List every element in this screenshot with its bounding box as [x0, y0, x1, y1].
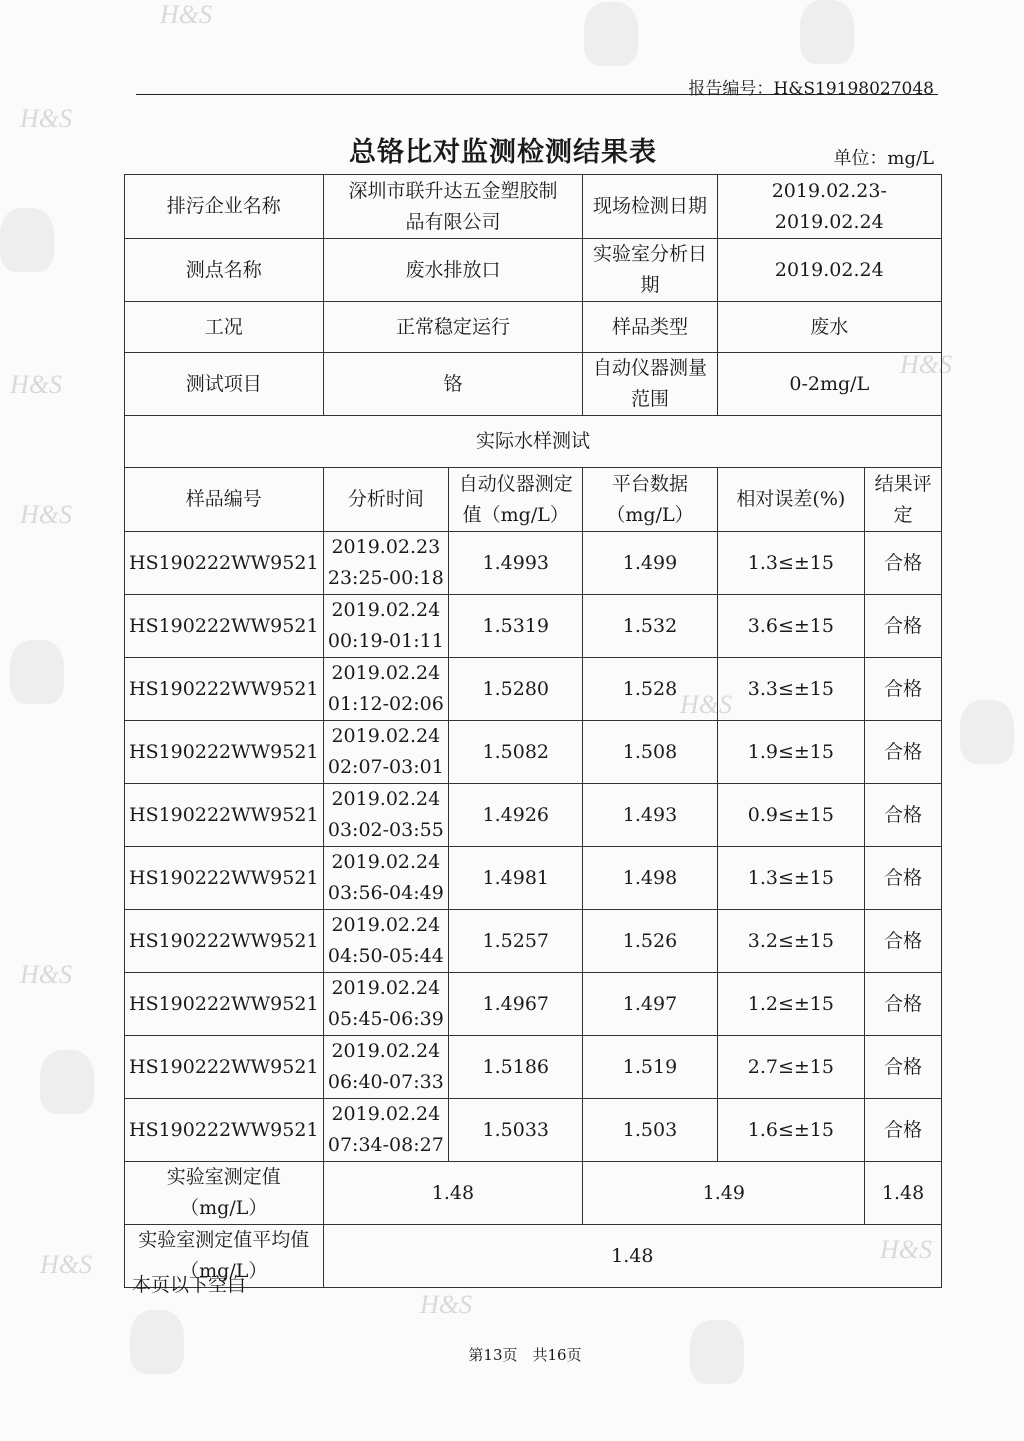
analysis-time — [323, 1036, 449, 1099]
platform-value: 1.526 — [583, 910, 717, 973]
company-label: 排污企业名称 — [125, 175, 324, 239]
column-header: 结果评定 — [865, 468, 942, 532]
seal-mark — [800, 0, 854, 64]
sample-type-label: 样品类型 — [583, 302, 717, 353]
relative-error: 1.3≤±15 — [717, 532, 865, 595]
result: 合格 — [865, 532, 942, 595]
lab-date-value: 2019.02.24 — [717, 239, 941, 302]
section-title: 实际水样测试 — [125, 416, 942, 468]
analysis-time-range: 03:56-04:49 — [327, 882, 444, 904]
lab-avg-value: 1.48 — [323, 1225, 941, 1288]
column-header: 自动仪器测定值（mg/L） — [449, 468, 583, 532]
analysis-time — [323, 910, 449, 973]
unit-label: 单位：mg/L — [833, 148, 934, 169]
watermark-logo: H&S — [160, 0, 212, 29]
analysis-time-range: 03:02-03:55 — [327, 819, 444, 841]
lab-value: 1.49 — [702, 1181, 745, 1204]
watermark-logo: H&S — [680, 690, 732, 719]
analysis-date: 2019.02.23 — [331, 536, 441, 558]
platform-value: 1.493 — [583, 784, 717, 847]
watermark-logo: H&S — [900, 350, 952, 379]
table-row — [125, 910, 942, 973]
relative-error: 0.9≤±15 — [717, 784, 865, 847]
auto-value: 1.5082 — [449, 721, 583, 784]
platform-value: 1.498 — [583, 847, 717, 910]
platform-value: 1.499 — [583, 532, 717, 595]
watermark-logo: H&S — [20, 104, 72, 133]
data-rows — [125, 532, 942, 1162]
column-header: 平台数据（mg/L） — [583, 468, 717, 532]
lab-value-label: 实验室测定值（mg/L） — [125, 1162, 324, 1225]
lab-value-cell — [323, 1162, 583, 1225]
sample-id: HS190222WW9521 — [125, 658, 324, 721]
header-divider — [136, 94, 938, 95]
field-date-value: 2019.02.23-2019.02.24 — [717, 175, 941, 239]
watermark-logo: H&S — [20, 500, 72, 529]
analysis-date: 2019.02.24 — [331, 851, 441, 873]
table-row — [125, 1036, 942, 1099]
analysis-time — [323, 721, 449, 784]
sample-id: HS190222WW9521 — [125, 784, 324, 847]
table-row — [125, 721, 942, 784]
auto-value: 1.5257 — [449, 910, 583, 973]
platform-value: 1.497 — [583, 973, 717, 1036]
analysis-time — [323, 847, 449, 910]
lab-value-cell — [583, 1162, 865, 1225]
seal-mark — [960, 700, 1014, 764]
lab-avg-label: 实验室测定值平均值（mg/L） — [125, 1225, 324, 1288]
table-row — [125, 1099, 942, 1162]
platform-value: 1.503 — [583, 1099, 717, 1162]
analysis-time-range: 07:34-08:27 — [327, 1134, 444, 1156]
platform-value: 1.519 — [583, 1036, 717, 1099]
lab-value-cell — [865, 1162, 942, 1225]
result: 合格 — [865, 1099, 942, 1162]
column-header: 样品编号 — [125, 468, 324, 532]
sample-id: HS190222WW9521 — [125, 532, 324, 595]
watermark-logo: H&S — [10, 370, 62, 399]
page-title: 总铬比对监测检测结果表 — [349, 137, 657, 168]
analysis-time — [323, 1099, 449, 1162]
analysis-date: 2019.02.24 — [331, 977, 441, 999]
analysis-date: 2019.02.24 — [331, 599, 441, 621]
relative-error: 1.2≤±15 — [717, 973, 865, 1036]
watermark-logo: H&S — [880, 1235, 932, 1264]
platform-value: 1.508 — [583, 721, 717, 784]
seal-mark — [40, 1050, 94, 1114]
sample-id: HS190222WW9521 — [125, 847, 324, 910]
watermark-logo: H&S — [40, 1250, 92, 1279]
relative-error: 1.9≤±15 — [717, 721, 865, 784]
seal-mark — [0, 208, 54, 272]
sample-id: HS190222WW9521 — [125, 910, 324, 973]
watermark-logo: H&S — [20, 960, 72, 989]
analysis-time — [323, 532, 449, 595]
table-row — [125, 595, 942, 658]
result: 合格 — [865, 721, 942, 784]
sample-id: HS190222WW9521 — [125, 595, 324, 658]
test-item-value: 铬 — [323, 353, 583, 416]
platform-value: 1.532 — [583, 595, 717, 658]
result: 合格 — [865, 910, 942, 973]
result: 合格 — [865, 658, 942, 721]
platform-value: 1.528 — [583, 658, 717, 721]
analysis-date: 2019.02.24 — [331, 662, 441, 684]
analysis-time — [323, 595, 449, 658]
analysis-date: 2019.02.24 — [331, 1103, 441, 1125]
sample-id: HS190222WW9521 — [125, 721, 324, 784]
auto-value: 1.4981 — [449, 847, 583, 910]
result: 合格 — [865, 1036, 942, 1099]
seal-mark — [10, 640, 64, 704]
analysis-date: 2019.02.24 — [331, 914, 441, 936]
relative-error: 1.6≤±15 — [717, 1099, 865, 1162]
lab-value: 1.48 — [881, 1181, 925, 1204]
analysis-time-range: 04:50-05:44 — [327, 945, 444, 967]
point-value: 废水排放口 — [323, 239, 583, 302]
table-row — [125, 847, 942, 910]
auto-value: 1.5319 — [449, 595, 583, 658]
condition-label: 工况 — [125, 302, 324, 353]
point-label: 测点名称 — [125, 239, 324, 302]
table-row — [125, 973, 942, 1036]
company-value: 深圳市联升达五金塑胶制品有限公司 — [323, 175, 583, 239]
watermark-logo: H&S — [420, 1290, 472, 1319]
relative-error: 2.7≤±15 — [717, 1036, 865, 1099]
table-row — [125, 784, 942, 847]
sample-id: HS190222WW9521 — [125, 1036, 324, 1099]
condition-value: 正常稳定运行 — [323, 302, 583, 353]
result: 合格 — [865, 847, 942, 910]
auto-value: 1.5280 — [449, 658, 583, 721]
table-row — [125, 532, 942, 595]
range-label: 自动仪器测量范围 — [583, 353, 717, 416]
relative-error: 3.6≤±15 — [717, 595, 865, 658]
sample-type-value: 废水 — [717, 302, 941, 353]
auto-value: 1.4967 — [449, 973, 583, 1036]
test-item-label: 测试项目 — [125, 353, 324, 416]
auto-value: 1.5186 — [449, 1036, 583, 1099]
analysis-time-range: 05:45-06:39 — [327, 1008, 444, 1030]
analysis-time-range: 06:40-07:33 — [327, 1071, 444, 1093]
sample-id: HS190222WW9521 — [125, 973, 324, 1036]
relative-error: 3.3≤±15 — [717, 658, 865, 721]
field-date-label: 现场检测日期 — [583, 175, 717, 239]
analysis-date: 2019.02.24 — [331, 1040, 441, 1062]
relative-error: 3.2≤±15 — [717, 910, 865, 973]
analysis-time-range: 00:19-01:11 — [327, 630, 444, 652]
auto-value: 1.4993 — [449, 532, 583, 595]
analysis-time-range: 01:12-02:06 — [327, 693, 444, 715]
range-value: 0-2mg/L — [717, 353, 941, 416]
blank-below-note: 本页以下空白 — [132, 1274, 247, 1296]
result: 合格 — [865, 973, 942, 1036]
column-header: 相对误差(%) — [717, 468, 865, 532]
results-table — [124, 174, 942, 1288]
result: 合格 — [865, 784, 942, 847]
analysis-date: 2019.02.24 — [331, 788, 441, 810]
analysis-date: 2019.02.24 — [331, 725, 441, 747]
column-header: 分析时间 — [323, 468, 449, 532]
table-row — [125, 658, 942, 721]
analysis-time — [323, 658, 449, 721]
analysis-time — [323, 784, 449, 847]
report-number: 报告编号：H&S19198027048 — [688, 79, 934, 99]
lab-value: 1.48 — [431, 1181, 475, 1204]
analysis-time-range: 23:25-00:18 — [327, 567, 444, 589]
lab-date-label: 实验室分析日期 — [583, 239, 717, 302]
analysis-time-range: 02:07-03:01 — [327, 756, 444, 778]
page-footer: 第13页 共16页 — [468, 1346, 582, 1364]
seal-mark — [584, 2, 638, 66]
relative-error: 1.3≤±15 — [717, 847, 865, 910]
auto-value: 1.4926 — [449, 784, 583, 847]
auto-value: 1.5033 — [449, 1099, 583, 1162]
result: 合格 — [865, 595, 942, 658]
sample-id: HS190222WW9521 — [125, 1099, 324, 1162]
analysis-time — [323, 973, 449, 1036]
